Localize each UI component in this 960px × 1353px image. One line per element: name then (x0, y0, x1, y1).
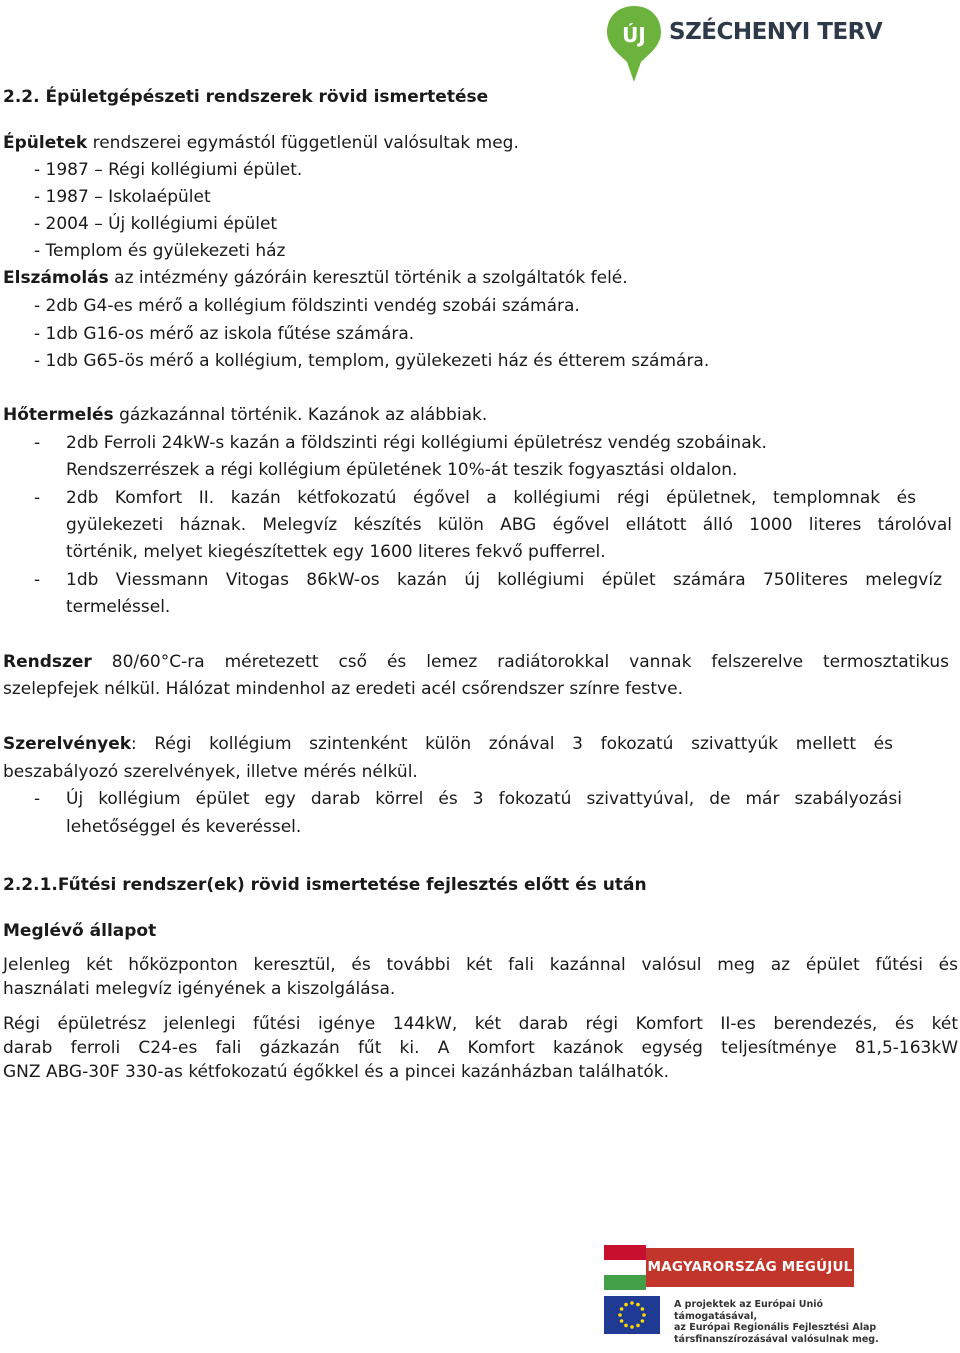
paragraph-line: darab ferroli C24-es fali gázkazán fűt ki. A Komfort kazánok egység teljesítménye 81,5-163kW (3, 1038, 958, 1058)
list-item: - 1987 – Régi kollégiumi épület. (34, 160, 303, 180)
eu-star (620, 1307, 624, 1311)
system-paragraph-line2: szelepfejek nélkül. Hálózat mindenhol az eredeti acél csőrendszer színre festve. (3, 679, 683, 699)
list-dash: - (34, 488, 41, 508)
eu-funding-notice (604, 1296, 904, 1345)
billing-intro (3, 267, 628, 289)
fittings-paragraph-line1 (3, 733, 893, 755)
eu-text (674, 1299, 904, 1345)
heat-generation-bold: Hőtermelés (3, 405, 114, 425)
list-dash: - (34, 789, 41, 809)
eu-star (618, 1313, 622, 1317)
paragraph-line: Régi épületrész jelenlegi fűtési igénye 144kW, két darab régi Komfort II-es berendezés, és két (3, 1014, 958, 1034)
buildings-intro-bold: Épületek (3, 133, 88, 153)
heat-generation-intro (3, 404, 487, 426)
eu-star (642, 1313, 646, 1317)
eu-star (636, 1324, 640, 1328)
list-item: Új kollégium épület egy darab körrel és 3 fokozatú szivattyúval, de már szabályozási (66, 789, 902, 809)
section-heading: 2.2. Épületgépészeti rendszerek rövid ismertetése (3, 87, 489, 107)
eu-star (641, 1307, 645, 1311)
list-item-continuation: Rendszerrészek a régi kollégium épületének 10%-át teszik fogyasztási oldalon. (66, 460, 738, 480)
eu-star (636, 1303, 640, 1307)
paragraph-line: használati melegvíz igényének a kiszolgálása. (3, 979, 396, 999)
banner-text: MAGYARORSZÁG MEGÚJUL (646, 1248, 854, 1287)
list-item-continuation: lehetőséggel és keveréssel. (66, 817, 302, 837)
eu-star (641, 1319, 645, 1323)
buildings-intro-text: rendszerei egymástól függetlenül valósultak meg. (87, 133, 519, 153)
list-item-continuation: történik, melyet kiegészítettek egy 1600 literes fekvő pufferrel. (66, 542, 606, 562)
paragraph-line: GNZ ABG-30F 330-as kétfokozatú égőkkel és a pincei kazánházban találhatók. (3, 1062, 670, 1082)
list-dash: - (34, 433, 41, 453)
logo-pin-icon (605, 4, 663, 84)
eu-star (624, 1324, 628, 1328)
billing-intro-text: az intézmény gázóráin keresztül történik a szolgáltatók felé. (108, 268, 628, 288)
fittings-bold: Szerelvények (3, 734, 132, 754)
list-item: 2db Komfort II. kazán kétfokozatú égővel a kollégiumi régi épületnek, templomnak és (66, 488, 916, 508)
logo-pin-text: ÚJ (622, 23, 646, 47)
system-paragraph-line1 (3, 651, 949, 673)
eu-text-line: A projektek az Európai Unió támogatásával, (674, 1299, 824, 1322)
eu-star (620, 1319, 624, 1323)
existing-state-heading: Meglévő állapot (3, 921, 157, 941)
system-bold: Rendszer (3, 652, 92, 672)
fittings-paragraph-line2: beszabályozó szerelvények, illetve mérés nélkül. (3, 762, 418, 782)
list-item: - 1db G16-os mérő az iskola fűtése számára. (34, 324, 415, 344)
heat-generation-text: gázkazánnal történik. Kazánok az alábbiak. (113, 405, 488, 425)
eu-text-line: társfinanszírozásával valósulnak meg. (674, 1333, 879, 1345)
fittings-text: : Régi kollégium szintenként külön zónával 3 fokozatú szivattyúk mellett és (131, 734, 893, 754)
magyarorszag-megujul-logo (604, 1245, 854, 1290)
hungarian-flag-icon (604, 1245, 646, 1290)
eu-star (624, 1303, 628, 1307)
eu-text-line: az Európai Regionális Fejlesztési Alap (674, 1322, 877, 1333)
list-item: 1db Viessmann Vitogas 86kW-os kazán új kollégiumi épület számára 750literes melegvíz (66, 570, 942, 590)
buildings-intro (3, 132, 519, 154)
list-dash: - (34, 570, 41, 590)
list-item: - 2db G4-es mérő a kollégium földszinti vendég szobái számára. (34, 296, 580, 316)
list-item: - 1987 – Iskolaépület (34, 187, 211, 207)
list-item: - 1db G65-ös mérő a kollégium, templom, gyülekezeti ház és étterem számára. (34, 351, 710, 371)
eu-flag-icon (604, 1296, 660, 1334)
subsection-heading: 2.2.1.Fűtési rendszer(ek) rövid ismertetése fejlesztés előtt és után (3, 875, 647, 895)
logo-brand-text: SZÉCHENYI TERV (669, 19, 883, 45)
list-item: 2db Ferroli 24kW-s kazán a földszinti régi kollégiumi épületrész vendég szobáinak. (66, 433, 767, 453)
paragraph-line: Jelenleg két hőközponton keresztül, és további két fali kazánnal valósul meg az épület fűtési és (3, 955, 958, 975)
billing-intro-bold: Elszámolás (3, 268, 109, 288)
list-item: - 2004 – Új kollégiumi épület (34, 214, 278, 234)
eu-star (630, 1325, 634, 1329)
szechenyi-terv-logo (605, 4, 883, 84)
list-item: - Templom és gyülekezeti ház (34, 241, 286, 261)
list-item-continuation: gyülekezeti háznak. Melegvíz készítés külön ABG égővel ellátott álló 1000 literes tárolóval (66, 515, 952, 535)
system-text: 80/60°C-ra méretezett cső és lemez radiátorokkal vannak felszerelve termosztatikus (91, 652, 949, 672)
eu-star (630, 1301, 634, 1305)
list-item-continuation: termeléssel. (66, 597, 171, 617)
